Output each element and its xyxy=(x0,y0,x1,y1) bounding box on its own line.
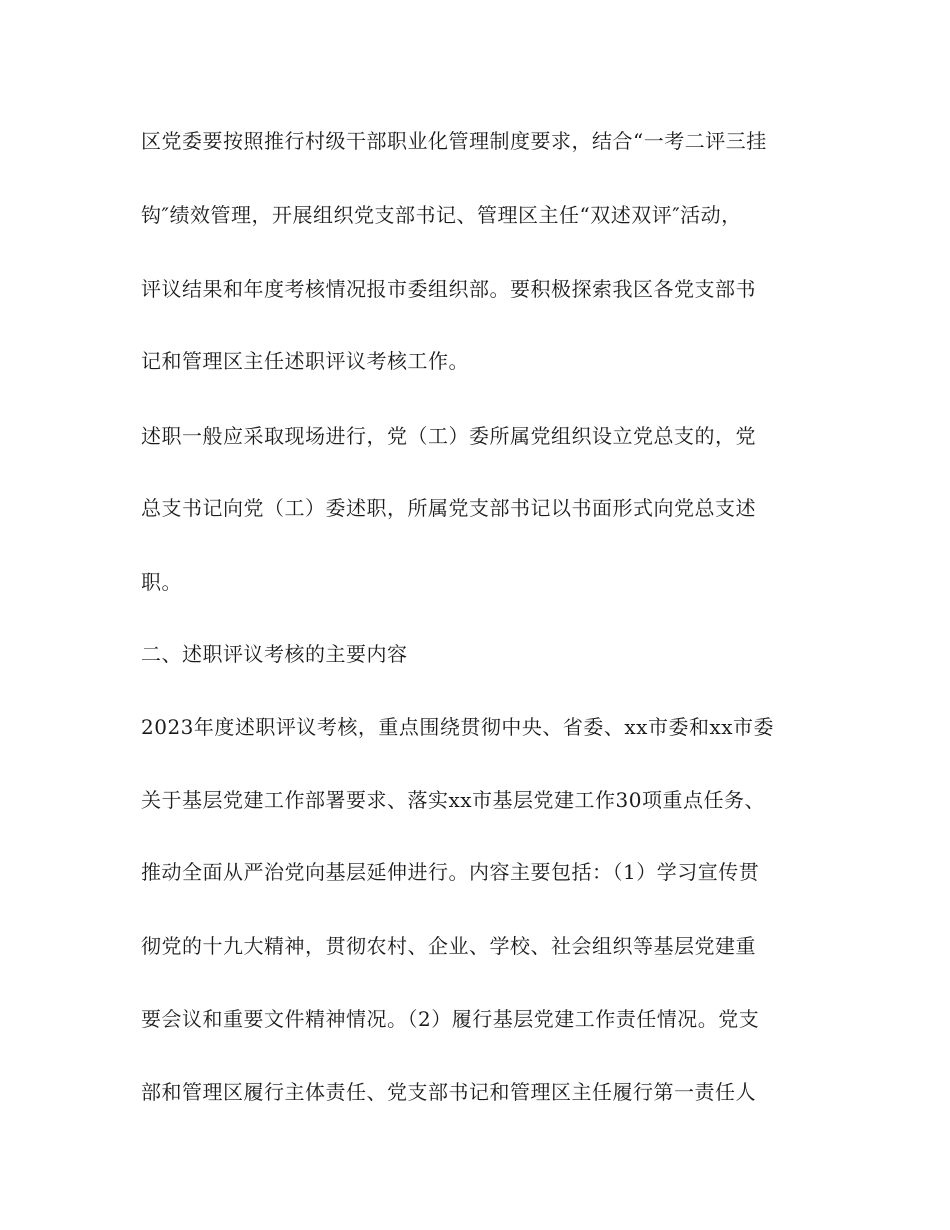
paragraph-line-10: 关于基层党建工作部署要求、落实xx市基层党建工作30项重点任务、 xyxy=(141,788,766,812)
paragraph-line-13: 要会议和重要文件精神情况。（2）履行基层党建工作责任情况。党支 xyxy=(141,1007,760,1031)
paragraph-line-12: 彻党的十九大精神，贯彻农村、企业、学校、社会组织等基层党建重 xyxy=(141,934,756,958)
paragraph-line-5: 述职一般应采取现场进行，党（工）委所属党组织设立党总支的，党 xyxy=(141,424,756,448)
paragraph-line-1: 区党委要按照推行村级干部职业化管理制度要求，结合“一考二评三挂 xyxy=(141,129,767,153)
paragraph-line-9: 2023年度述职评议考核，重点围绕贯彻中央、省委、xx市委和xx市委 xyxy=(141,715,775,739)
section-heading: 二、述职评议考核的主要内容 xyxy=(141,642,408,666)
paragraph-line-4: 记和管理区主任述职评议考核工作。 xyxy=(141,349,469,373)
paragraph-line-11: 推动全面从严治党向基层延伸进行。内容主要包括：（1）学习宣传贯 xyxy=(141,860,760,884)
paragraph-line-7: 职。 xyxy=(141,570,182,594)
paragraph-line-14: 部和管理区履行主体责任、党支部书记和管理区主任履行第一责任人 xyxy=(141,1080,756,1104)
paragraph-line-2: 钩″绩效管理，开展组织党支部书记、管理区主任“双述双评″活动， xyxy=(141,203,742,227)
paragraph-line-3: 评议结果和年度考核情况报市委组织部。要积极探索我区各党支部书 xyxy=(141,277,756,301)
paragraph-line-6: 总支书记向党（工）委述职，所属党支部书记以书面形式向党总支述 xyxy=(141,496,756,520)
